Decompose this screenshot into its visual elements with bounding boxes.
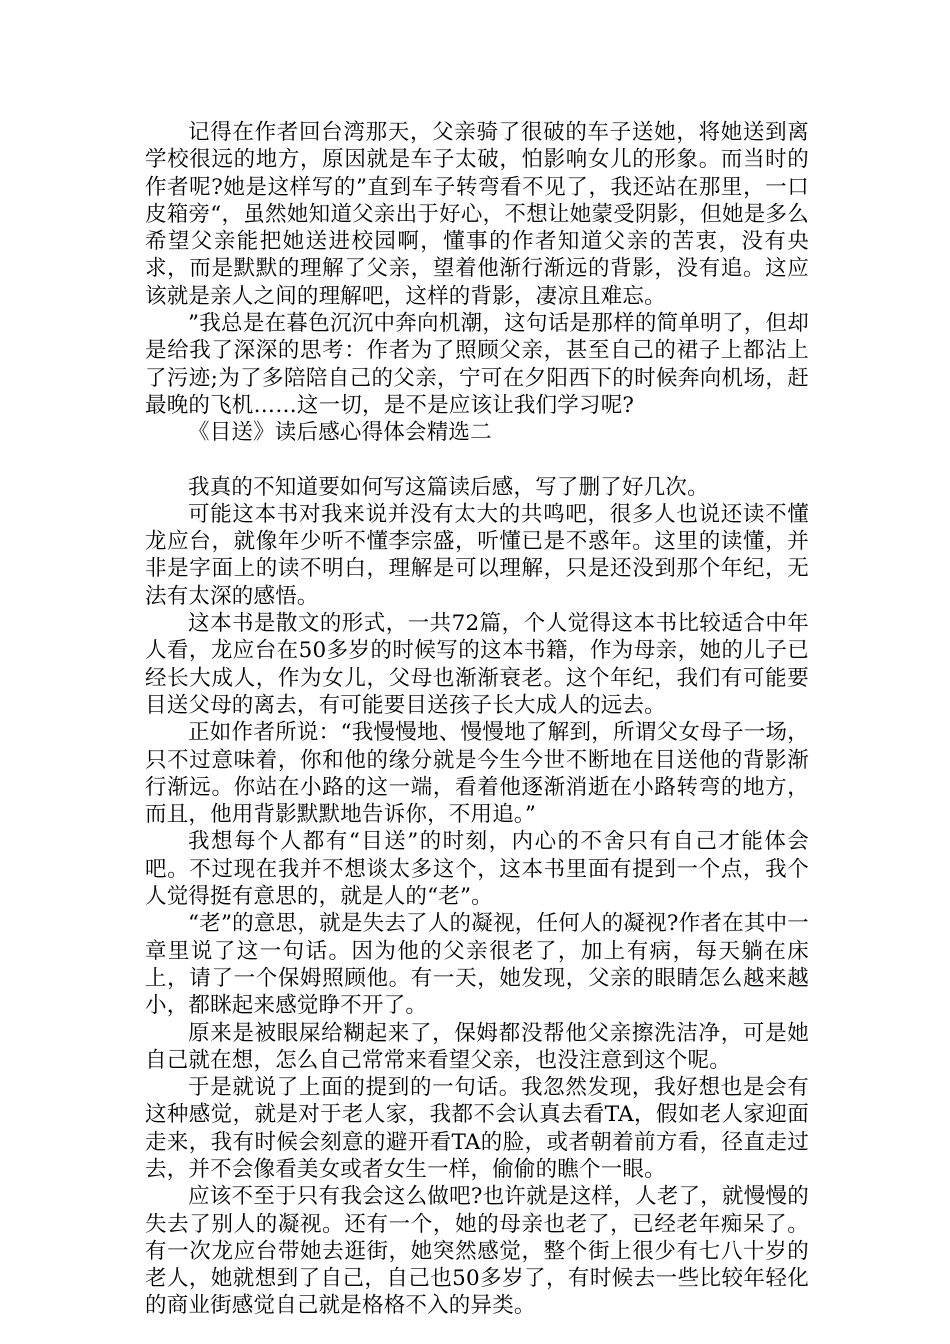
paragraph: 我真的不知道要如何写这篇读后感，写了删了好几次。 <box>188 474 709 500</box>
blank-line <box>145 447 809 474</box>
document-page <box>145 119 809 1320</box>
paragraph: 记得在作者回台湾那天，父亲骑了很破的车子送她，将她送到离学校很远的地方，原因就是车子太破，怕影响女儿的形象。而当时的作者呢?她是这样写的”直到车子转弯看不见了，我还站在那里，一口皮箱旁“，虽然她知道父亲出于好心，不想让她蒙受阴影，但她是多么希望父亲能把她送进校园啊，懂事的作者知道父亲的苦衷，没有央求，而是默默的理解了父亲，望着他渐行渐远的背影，没有追。这应该就是亲人之间的理解吧，这样的背影，凄凉且难忘。 <box>145 120 809 309</box>
paragraph: 可能这本书对我来说并没有太大的共鸣吧，很多人也说还读不懂龙应台，就像年少听不懂李宗盛，听懂已是不惑年。这里的读懂，并非是字面上的读不明白，理解是可以理解，只是还没到那个年纪，无法有太深的感悟。 <box>145 501 809 609</box>
paragraph: 于是就说了上面的提到的一句话。我忽然发现，我好想也是会有这种感觉，就是对于老人家，我都不会认真去看TA，假如老人家迎面走来，我有时候会刻意的避开看TA的脸，或者朝着前方看，径直走过去，并不会像看美女或者女生一样，偷偷的瞧个一眼。 <box>145 1075 809 1182</box>
section-heading: 《目送》读后感心得体会精选二 <box>188 420 492 446</box>
paragraph: 我想每个人都有“目送”的时刻，内心的不舍只有自己才能体会吧。不过现在我并不想谈太多这个，这本书里面有提到一个点，我个人觉得挺有意思的，就是人的“老”。 <box>145 829 809 910</box>
paragraph: ”我总是在暮色沉沉中奔向机潮，这句话是那样的简单明了，但却是给我了深深的思考：作者为了照顾父亲，甚至自己的裙子上都沾上了污迹;为了多陪陪自己的父亲，宁可在夕阳西下的时候奔向机场，赶最晚的飞机……这一切，是不是应该让我们学习呢? <box>145 311 809 418</box>
paragraph: 应该不至于只有我会这么做吧?也许就是这样，人老了，就慢慢的失去了别人的凝视。还有一个，她的母亲也老了，已经老年痴呆了。有一次龙应台带她去逛街，她突然感觉，整个街上很少有七八十岁的老人，她就想到了自己，自己也50多岁了，有时候去一些比较年轻化的商业街感觉自己就是格格不入的异类。 <box>145 1184 809 1319</box>
paragraph: “老”的意思，就是失去了人的凝视，任何人的凝视?作者在其中一章里说了这一句话。因为他的父亲很老了，加上有病，每天躺在床上，请了一个保姆照顾他。有一天，她发现，父亲的眼睛怎么越来越小，都眯起来感觉睁不开了。 <box>145 911 809 1019</box>
paragraph: 这本书是散文的形式，一共72篇，个人觉得这本书比较适合中年人看，龙应台在50多岁的时候写的这本书籍，作为母亲，她的儿子已经长大成人，作为女儿，父母也渐渐衰老。这个年纪，我们有可能要目送父母的离去，有可能要目送孩子长大成人的远去。 <box>145 611 809 718</box>
paragraph: 正如作者所说：“我慢慢地、慢慢地了解到，所谓父女母子一场，只不过意味着，你和他的缘分就是今生今世不断地在目送他的背影渐行渐远。你站在小路的这一端，看着他逐渐消逝在小路转弯的地方，而且，他用背影默默地告诉你，不用追。” <box>145 720 809 828</box>
paragraph: 原来是被眼屎给糊起来了，保姆都没帮他父亲擦洗洁净，可是她自己就在想，怎么自己常常来看望父亲，也没注意到这个呢。 <box>145 1020 809 1073</box>
